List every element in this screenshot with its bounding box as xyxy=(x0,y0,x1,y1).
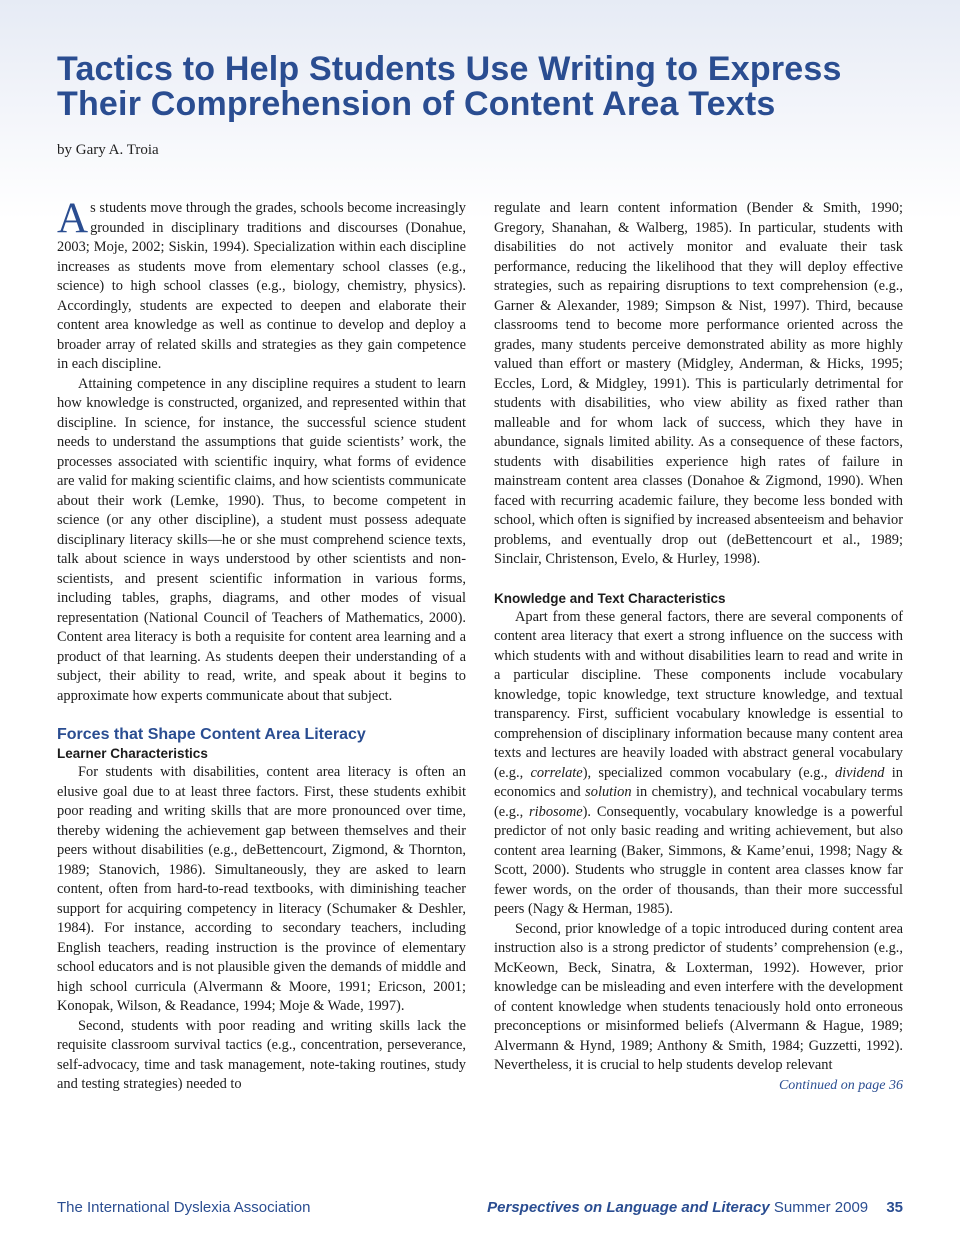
page-number: 35 xyxy=(886,1199,903,1216)
right-paragraph-1: regulate and learn content information (Bender & Smith, 1990; Gregory, Shanahan, & Walberg, 1985). In particular, students with disabilities do not actively monitor and evaluate their task performance, reducing the likelihood that they will deploy effective strategies, such as repairing disruptions to text comprehension (e.g., Garner & Alexander, 1989; Simpson & Nist, 1997). Third, because classrooms tend to become more performance oriented across the grades, many students perceive demonstrated ability as more highly valued than effort or mastery (Midgley, Anderman, & Hicks, 1995; Eccles, Lord, & Midgley, 1991). This is particularly detrimental for students with disabilities, who view ability as fixed rather than malleable and for whom lack of success, which they have in abundance, signals limited ability. As a consequence of these factors, students with disabilities experience high rates of failure in mainstream content area classes (Donahoe & Zigmond, 1990). When faced with recurring academic failure, they become less bonded with school, which often is signified by increased absenteeism and behavior problems, and eventually drop out (deBettencourt et al., 1989; Sinclair, Christenson, Evelo, & Hurley, 1998). xyxy=(494,200,903,567)
left-paragraph-3: For students with disabilities, content area literacy is often an elusive goal due to at least three factors. First, these students exhibit poor reading and writing skills that are more pronounced over time, thereby widening the achievement gap between themselves and their peers without disabilities (e.g., deBettencourt, Zigmond, & Thornton, 1989; Stanovich, 1986). Simultaneously, they are asked to learn content, often from hard-to-read textbooks, with diminishing teacher support for acquiring competency in literacy (Schumaker & Deshler, 1984). For instance, according to secondary teachers, including English teachers, reading instruction is the province of elementary school educators and is not plausible given the demands of middle and high school curricula (Alvermann & Moore, 1991; Ericson, 2001; Konopak, Wilson, & Readance, 1994; Moje & Wade, 1997). xyxy=(57,764,466,1014)
right-paragraph-3: Second, prior knowledge of a topic introduced during content area instruction also is a strong predictor of students’ comprehension (e.g., McKeown, Beck, Sinatra, & Loxterman, 1992). However, prior knowledge can be misleading and even interfere with the development of content knowledge when students tenaciously hold onto erroneous preconceptions or misinformed beliefs (Alvermann & Hague, 1989; Alvermann & Hynd, 1989; Anthony & Smith, 1984; Guzzetti, 1992). Nevertheless, it is crucial to help students develop relevant xyxy=(494,920,903,1073)
left-column xyxy=(57,195,466,1095)
right-paragraph-2-part-a: Apart from these general factors, there are several components of content area literacy that exert a strong influence on the success with which students with and without disabilities learn to read and write in a particular discipline. These components include vocabulary knowledge, topic knowledge, text structure knowledge, and textual transparency. First, sufficient vocabulary knowledge is essential to comprehension of disciplinary information because many content area texts and lectures are heavily loaded with abstract general vocabulary (e.g., xyxy=(494,608,903,781)
left-paragraph-1-text: s students move through the grades, schools become increasingly grounded in disciplinary traditions and discourses (Donahue, 2003; Moje, 2002; Siskin, 1994). Specialization within each discipline increases as students move from elementary school classes (e.g., science) to high school classes (e.g., biology, chemistry, physics). Accordingly, students are expected to deepen and elaborate their content area knowledge as well as continue to develop and deploy a broader array of related skills and strategies as they gain competence in each discipline. xyxy=(57,200,466,372)
right-paragraph-2-part-e: ). Consequently, vocabulary knowledge is a powerful predictor of not only basic reading and writing achievement, but also content area learning (Baker, Simmons, & Kame’enui, 1998; Nagy & Scott, 2000). Students who struggle in content area classes know far fewer words, on the order of thousands, than their more successful peers (Nagy & Herman, 1985). xyxy=(494,803,903,917)
article-title xyxy=(57,52,917,122)
footer-organization: The International Dyslexia Association xyxy=(57,1199,311,1216)
left-paragraph-4: Second, students with poor reading and writing skills lack the requisite classroom survival tactics (e.g., concentration, perseverance, self-advocacy, time and task management, note-taking routines, study and testing strategies) needed to xyxy=(57,1017,466,1092)
vocab-example-dividend: dividend xyxy=(834,764,885,781)
right-paragraph-2-part-b: ), specialized common vocabulary (e.g., xyxy=(582,764,835,781)
article-title-line-2: Their Comprehension of Content Area Texts xyxy=(57,85,776,123)
subheading-learner-characteristics: Learner Characteristics xyxy=(57,746,208,761)
article-title-line-1: Tactics to Help Students Use Writing to Express xyxy=(57,50,842,88)
right-column xyxy=(494,199,903,1095)
byline: by Gary A. Troia xyxy=(57,142,159,158)
page-footer xyxy=(57,1199,903,1223)
footer-publication xyxy=(487,1199,903,1216)
left-paragraph-2: Attaining competence in any discipline requires a student to learn how knowledge is constructed, organized, and represented within that discipline. In science, for instance, the successful science student needs to understand the assumptions that guide scientists’ work, the processes associated with scientific inquiry, what forms of evidence are valid for making scientific claims, and how scientists communicate about their work (Lemke, 1990). Thus, to become competent in science (or any other discipline), a student must possess adequate disciplinary literacy skills—he or she must comprehend science texts, talk about science in ways understood by other scientists and non-scientists, and present scientific information in various forms, including tables, graphs, diagrams, and other modes of visual representation (National Council of Teachers of Mathematics, 2000). Content area literacy is both a requisite for content area learning and a product of that learning. As students deepen their understanding of a subject, their ability to read, write, and speak about it begins to approximate how experts communicate about that subject. xyxy=(57,375,466,704)
section-heading: Forces that Shape Content Area Literacy xyxy=(57,726,366,743)
subheading-knowledge-text: Knowledge and Text Characteristics xyxy=(494,590,726,606)
vocab-example-correlate: correlate xyxy=(530,764,583,781)
continued-link[interactable]: Continued on page 36 xyxy=(778,1077,903,1093)
footer-issue: Summer 2009 xyxy=(773,1199,869,1216)
vocab-example-solution: solution xyxy=(585,784,632,800)
drop-cap: A xyxy=(57,195,89,242)
right-paragraph-2 xyxy=(494,608,903,920)
footer-journal: Perspectives on Language and Literacy xyxy=(487,1199,770,1216)
right-paragraph-2-part-c: in economics and xyxy=(494,764,903,800)
right-paragraph-2-part-d: in chemistry), and technical vocabulary terms (e.g., xyxy=(494,784,903,820)
vocab-example-ribosome: ribosome xyxy=(529,803,583,820)
left-paragraph-1 xyxy=(57,195,466,375)
